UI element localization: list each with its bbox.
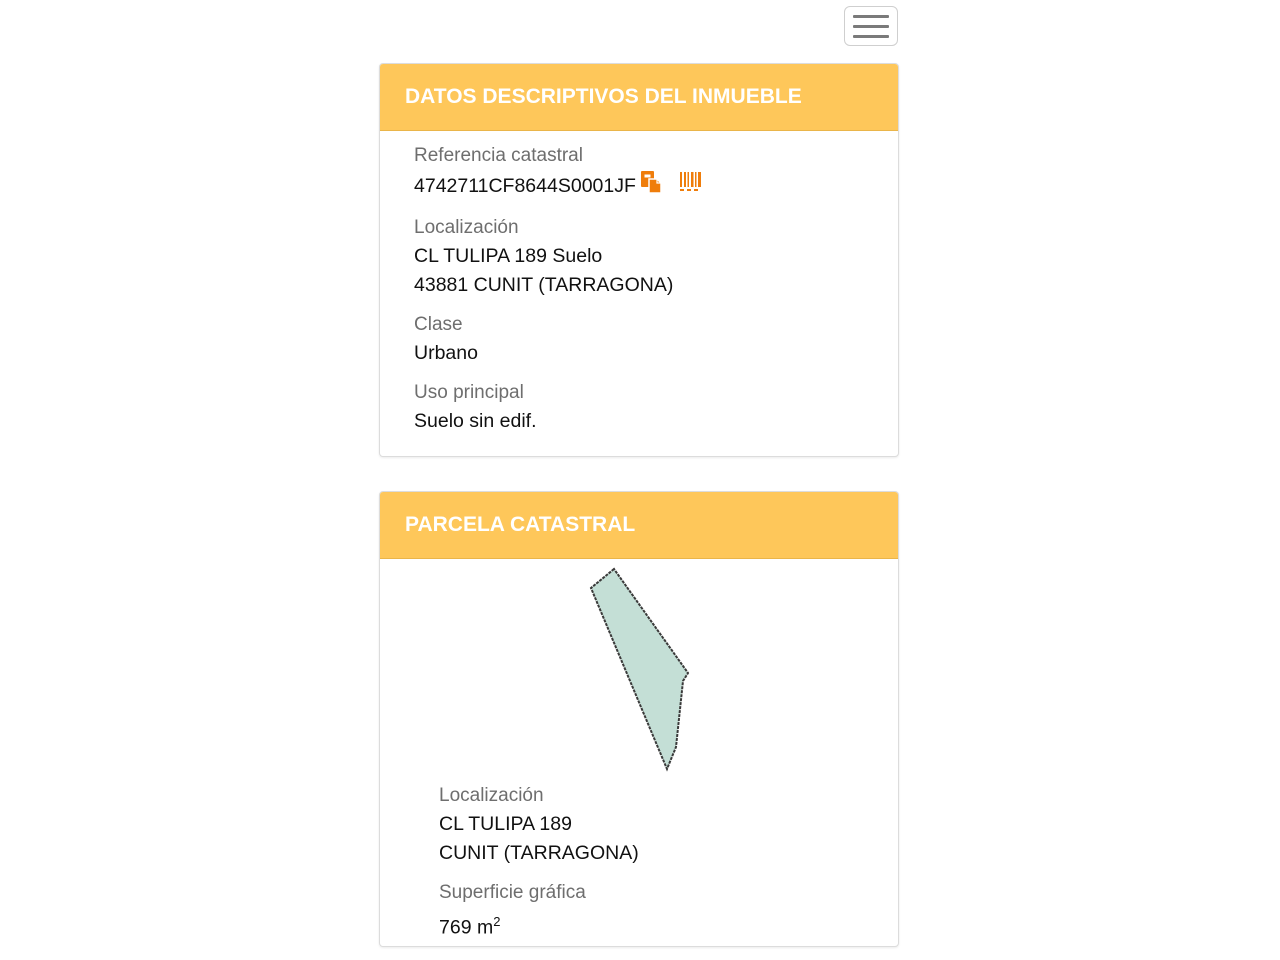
superficie-value: 769 m [439, 916, 494, 939]
parcela-localizacion-label: Localización [439, 785, 544, 806]
superficie-field [439, 878, 898, 943]
datos-descriptivos-panel [379, 63, 899, 457]
parcela-localizacion-line2: CUNIT (TARRAGONA) [439, 842, 639, 864]
parcela-localizacion-field [439, 781, 898, 868]
referencia-field [414, 141, 898, 203]
datos-descriptivos-title: DATOS DESCRIPTIVOS DEL INMUEBLE [405, 85, 802, 108]
datos-descriptivos-fields [380, 131, 898, 436]
localizacion-label: Localización [414, 217, 519, 238]
clase-value: Urbano [414, 342, 478, 364]
uso-principal-value: Suelo sin edif. [414, 410, 537, 432]
clase-label: Clase [414, 314, 463, 335]
copy-icon[interactable] [640, 170, 662, 203]
parcel-shape-icon [380, 559, 899, 779]
superficie-label: Superficie gráfica [439, 882, 586, 903]
parcela-catastral-title: PARCELA CATASTRAL [405, 513, 636, 536]
hamburger-menu-icon-bar [853, 35, 889, 38]
referencia-value[interactable]: 4742711CF8644S0001JF [414, 175, 636, 197]
referencia-row [414, 170, 898, 203]
uso-principal-label: Uso principal [414, 382, 524, 403]
localizacion-line2: 43881 CUNIT (TARRAGONA) [414, 274, 674, 296]
referencia-label: Referencia catastral [414, 145, 583, 166]
datos-descriptivos-header [380, 64, 898, 131]
hamburger-menu-button[interactable] [844, 6, 898, 46]
parcela-fields [380, 779, 898, 943]
parcel-map[interactable] [380, 559, 898, 779]
localizacion-field [414, 213, 898, 300]
uso-principal-field [414, 378, 898, 436]
parcela-catastral-header [380, 492, 898, 559]
parcela-catastral-panel [379, 491, 899, 947]
hamburger-menu-icon [853, 15, 889, 18]
barcode-icon[interactable] [679, 171, 703, 202]
clase-field [414, 310, 898, 368]
parcela-localizacion-line1: CL TULIPA 189 [439, 813, 572, 835]
localizacion-line1: CL TULIPA 189 Suelo [414, 245, 603, 267]
superficie-unit-exponent: 2 [493, 914, 501, 929]
hamburger-menu-icon-bar [853, 25, 889, 28]
superficie-row [439, 907, 898, 943]
